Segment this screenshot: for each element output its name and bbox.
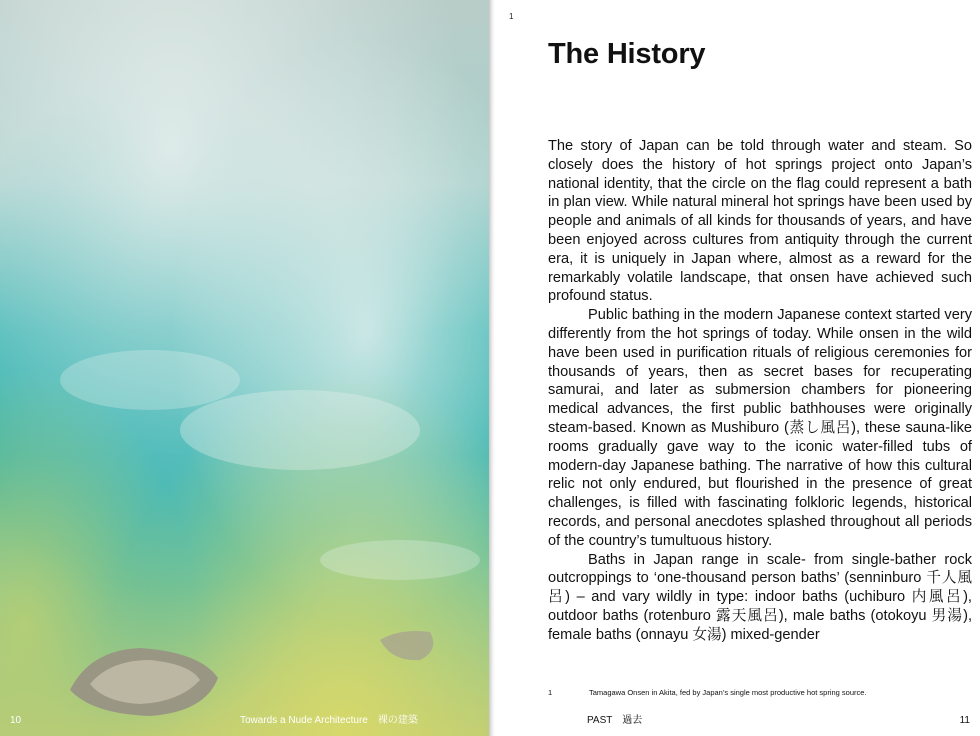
paragraph: The story of Japan can be told through water and steam. So closely does the history of hot springs project onto Japan’s national identity, that the circle on the flag could represent a bath in plan view. While natural mineral hot springs have been used by people and animals of all kinds for thousands of years, and have been enjoyed across cultures from antiquity through the current era, it is uniquely in Japan where, almost as a reward for the remarkably volatile landscape, that onsen have achieved such profound status. [548,138,972,305]
running-head-left: Towards a Nude Architecture 裸の建築 [240,715,418,726]
footnote-text: Tamagawa Onsen in Akita, fed by Japan’s single most productive hot spring source. [589,688,867,697]
paragraph: Public bathing in the modern Japanese context started very differently from the hot springs of today. While onsen in the wild have been used in purification rituals of religious ceremonies for thousands of years, then as secret bases for recuperating samurai, and later as submersion chambers for pioneering medical advances, the first public bathhouses were originally steam-based. Known as Mushiburo (蒸し風呂), these sauna-like rooms gradually gave way to the iconic water-filled tubs of modern-day Japanese bathing. The narrative of how this cultural relic not only endured, but flourished in the presence of great challenges, is filled with fascinating folkloric legends, historical records, and personal anecdotes splashed throughout all periods of the country’s tumultuous history. [548,307,972,549]
chapter-title: The History [548,38,706,70]
right-page [495,0,980,736]
page-number-right: 11 [959,715,970,726]
running-head-right: PAST 過去 [587,715,643,726]
footnote-number: 1 [548,688,553,697]
left-page [0,0,489,736]
body-text [548,137,972,645]
paragraph: Baths in Japan range in scale- from single-bather rock outcroppings to ‘one-thousand person baths’ (senninburo 千人風呂) – and vary wildly in type: indoor baths (uchiburo 内風呂), outdoor baths (rotenburo 露天風呂), male baths (otokoyu 男湯), female baths (onnayu 女湯) mixed-gender [548,551,972,643]
photo-caption-marker: 1 [509,12,514,21]
hot-spring-photo [0,0,489,736]
page-number-left: 10 [10,715,22,726]
